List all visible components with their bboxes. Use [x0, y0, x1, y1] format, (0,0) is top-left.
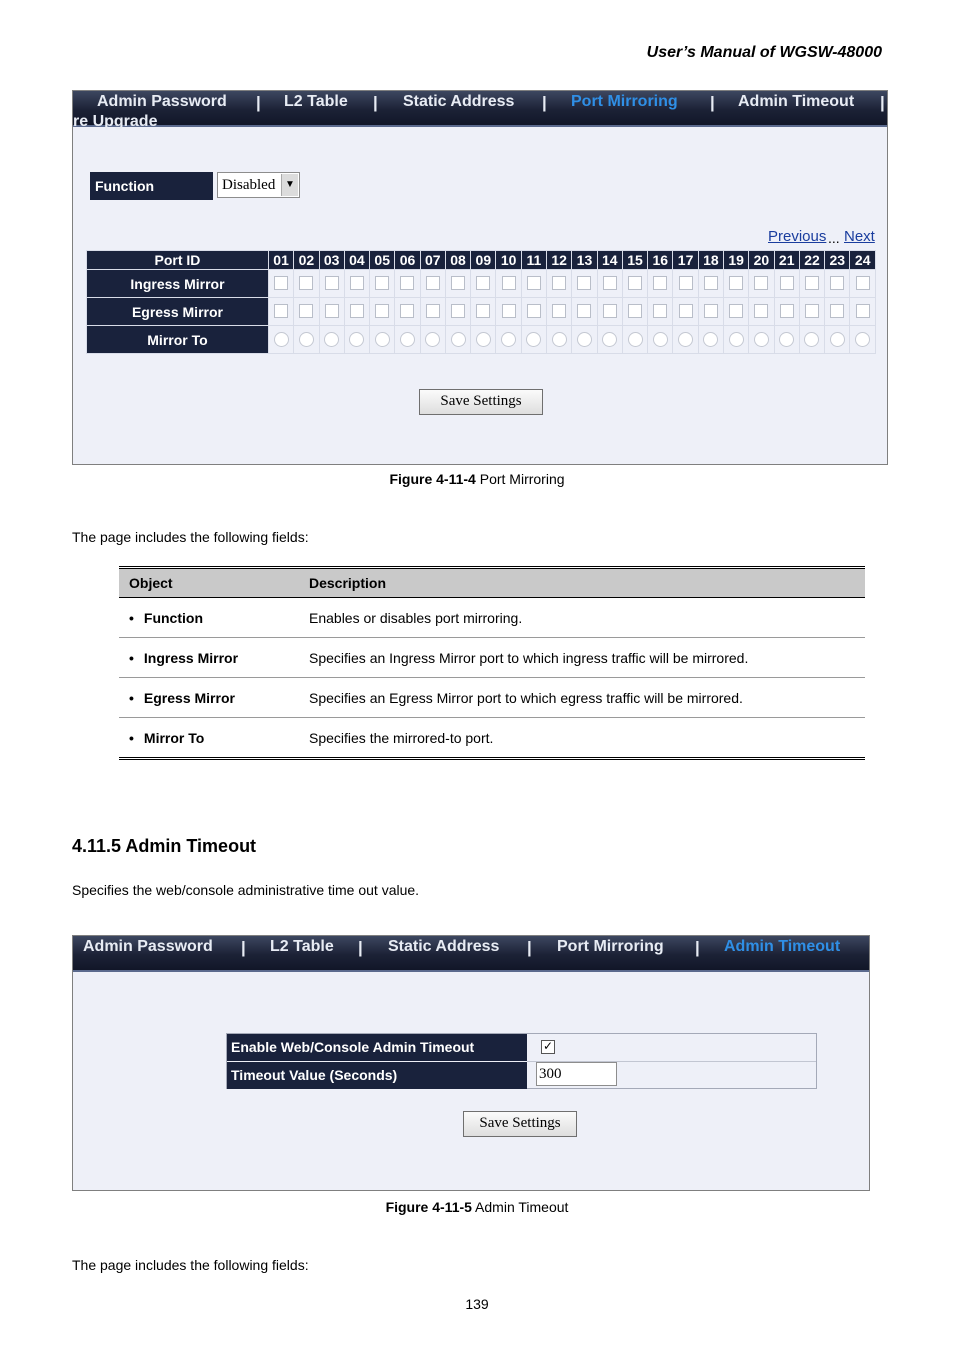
ingress-mirror-checkbox[interactable]: [451, 276, 465, 290]
admin-timeout-panel: [72, 935, 870, 1191]
nav-tab-overflow[interactable]: re Upgrade: [73, 113, 158, 130]
ingress-mirror-checkbox[interactable]: [780, 276, 794, 290]
mirror-to-label: Mirror To: [87, 326, 269, 354]
port-cell: [799, 270, 824, 298]
port-header: 18: [698, 251, 723, 270]
description-cell: Specifies the mirrored-to port.: [299, 718, 865, 759]
port-header: 05: [370, 251, 395, 270]
egress-mirror-checkbox[interactable]: [325, 304, 339, 318]
egress-mirror-checkbox[interactable]: [679, 304, 693, 318]
port-cell: [471, 270, 496, 298]
port-cell: [294, 298, 319, 326]
mirror-to-radio[interactable]: [526, 332, 541, 347]
ingress-mirror-checkbox[interactable]: [476, 276, 490, 290]
nav-separator: |: [710, 93, 715, 112]
mirror-to-radio[interactable]: [830, 332, 845, 347]
port-cell: [268, 270, 293, 298]
port-cell: [673, 270, 698, 298]
port-cell: [622, 298, 647, 326]
port-cell: [572, 270, 597, 298]
port-cell: [724, 270, 749, 298]
port-cell: [420, 298, 445, 326]
port-cell: [268, 326, 293, 354]
port-header: 07: [420, 251, 445, 270]
ingress-mirror-checkbox[interactable]: [426, 276, 440, 290]
timeout-value-label: Timeout Value (Seconds): [227, 1062, 527, 1089]
mirror-to-radio[interactable]: [754, 332, 769, 347]
port-header: 10: [496, 251, 521, 270]
port-cell: [749, 270, 774, 298]
port-header: 14: [597, 251, 622, 270]
port-cell: [622, 270, 647, 298]
ingress-mirror-checkbox[interactable]: [628, 276, 642, 290]
next-link[interactable]: Next: [844, 228, 875, 245]
nav-separator: |: [358, 938, 363, 957]
nav-tab-port-mirroring[interactable]: Port Mirroring: [557, 938, 664, 955]
port-cell: [648, 270, 673, 298]
port-header: 06: [395, 251, 420, 270]
port-cell: [547, 326, 572, 354]
port-cell: [850, 326, 876, 354]
port-cell: [673, 298, 698, 326]
port-header: 17: [673, 251, 698, 270]
object-cell: • Egress Mirror: [119, 678, 299, 718]
object-cell: • Ingress Mirror: [119, 638, 299, 678]
port-cell: [648, 298, 673, 326]
function-select[interactable]: [217, 172, 300, 198]
ingress-mirror-checkbox[interactable]: [754, 276, 768, 290]
enable-timeout-checkbox[interactable]: ✓: [542, 1039, 554, 1053]
ingress-mirror-checkbox[interactable]: [729, 276, 743, 290]
ingress-mirror-checkbox[interactable]: [830, 276, 844, 290]
nav-separator: |: [695, 938, 700, 957]
ingress-mirror-checkbox[interactable]: [805, 276, 819, 290]
egress-mirror-checkbox[interactable]: [274, 304, 288, 318]
port-cell: [445, 326, 470, 354]
port-header: 20: [749, 251, 774, 270]
fields-intro: The page includes the following fields:: [72, 1257, 309, 1273]
port-cell: [572, 298, 597, 326]
caption-number: Figure 4-11-4: [389, 471, 476, 487]
egress-mirror-checkbox[interactable]: [729, 304, 743, 318]
port-cell: [825, 270, 850, 298]
ingress-mirror-checkbox[interactable]: [350, 276, 364, 290]
egress-mirror-checkbox[interactable]: [350, 304, 364, 318]
ingress-mirror-checkbox[interactable]: [603, 276, 617, 290]
fields-description-table: [119, 566, 865, 760]
port-cell: [471, 326, 496, 354]
egress-mirror-checkbox[interactable]: [628, 304, 642, 318]
port-cell: [395, 298, 420, 326]
save-settings-button[interactable]: Save Settings: [463, 1111, 577, 1137]
port-cell: [698, 326, 723, 354]
enable-timeout-row: [227, 1034, 816, 1061]
mirror-to-radio[interactable]: [451, 332, 466, 347]
egress-mirror-checkbox[interactable]: [502, 304, 516, 318]
admin-timeout-form: [226, 1033, 817, 1089]
port-header: 03: [319, 251, 344, 270]
port-cell: [597, 298, 622, 326]
port-header: 24: [850, 251, 876, 270]
port-cell: [799, 326, 824, 354]
port-cell: [420, 270, 445, 298]
fields-intro: The page includes the following fields:: [72, 529, 309, 545]
port-cell: [749, 298, 774, 326]
egress-mirror-checkbox[interactable]: [830, 304, 844, 318]
port-cell: [395, 270, 420, 298]
port-id-header: Port ID: [87, 251, 269, 270]
port-header: 13: [572, 251, 597, 270]
port-header: 01: [268, 251, 293, 270]
port-cell: [268, 298, 293, 326]
port-cell: [597, 270, 622, 298]
mirror-to-radio[interactable]: [804, 332, 819, 347]
ingress-mirror-checkbox[interactable]: [299, 276, 313, 290]
chevron-down-icon: ▼: [281, 174, 298, 196]
egress-mirror-checkbox[interactable]: [780, 304, 794, 318]
egress-mirror-checkbox[interactable]: [400, 304, 414, 318]
port-cell: [850, 270, 876, 298]
description-cell: Specifies an Ingress Mirror port to which ingress traffic will be mirrored.: [299, 638, 865, 678]
port-cell: [521, 298, 546, 326]
nav-tab-admin-timeout[interactable]: Admin Timeout: [738, 93, 855, 110]
port-cell: [496, 326, 521, 354]
ingress-mirror-checkbox[interactable]: [653, 276, 667, 290]
mirror-to-radio[interactable]: [400, 332, 415, 347]
nav-separator: |: [527, 938, 532, 957]
ingress-mirror-checkbox[interactable]: [375, 276, 389, 290]
mirror-to-radio[interactable]: [501, 332, 516, 347]
port-cell: [799, 298, 824, 326]
mirror-to-radio[interactable]: [299, 332, 314, 347]
timeout-value-row: [227, 1061, 816, 1088]
table-row: [119, 598, 865, 638]
egress-mirror-label: Egress Mirror: [87, 298, 269, 326]
port-cell: [622, 326, 647, 354]
port-cell: [445, 298, 470, 326]
description-cell: Specifies an Egress Mirror port to which egress traffic will be mirrored.: [299, 678, 865, 718]
port-cell: [521, 326, 546, 354]
nav-tab-l2-table[interactable]: L2 Table: [270, 938, 334, 955]
port-cell: [774, 298, 799, 326]
section-heading: 4.11.5 Admin Timeout: [72, 836, 257, 856]
mirror-to-radio[interactable]: [274, 332, 289, 347]
port-cell: [597, 326, 622, 354]
port-cell: [395, 326, 420, 354]
egress-mirror-checkbox[interactable]: [577, 304, 591, 318]
ingress-mirror-checkbox[interactable]: [552, 276, 566, 290]
timeout-value-input[interactable]: 300: [536, 1062, 617, 1086]
egress-mirror-checkbox[interactable]: [476, 304, 490, 318]
port-header: 19: [724, 251, 749, 270]
port-cell: [319, 270, 344, 298]
enable-timeout-label: Enable Web/Console Admin Timeout: [227, 1034, 527, 1061]
nav-separator: |: [880, 93, 885, 112]
port-mirroring-grid: [86, 250, 876, 354]
nav-tab-admin-password[interactable]: Admin Password: [83, 938, 213, 955]
port-cell: [724, 326, 749, 354]
mirror-to-radio[interactable]: [602, 332, 617, 347]
ingress-mirror-checkbox[interactable]: [577, 276, 591, 290]
port-cell: [825, 326, 850, 354]
ingress-mirror-checkbox[interactable]: [325, 276, 339, 290]
egress-mirror-checkbox[interactable]: [805, 304, 819, 318]
manual-header-title: User’s Manual of WGSW-48000: [646, 44, 882, 61]
figure-4-11-4-caption: [0, 471, 954, 487]
egress-mirror-checkbox[interactable]: [704, 304, 718, 318]
port-cell: [698, 298, 723, 326]
nav-tab-l2-table[interactable]: L2 Table: [284, 93, 348, 110]
port-cell: [294, 270, 319, 298]
port-cell: [547, 270, 572, 298]
port-cell: [370, 326, 395, 354]
mirror-to-radio[interactable]: [476, 332, 491, 347]
pager-ellipsis: ...: [828, 230, 840, 246]
mirror-to-radio[interactable]: [425, 332, 440, 347]
mirror-to-radio[interactable]: [729, 332, 744, 347]
port-header: 15: [622, 251, 647, 270]
caption-text: Port Mirroring: [475, 471, 565, 487]
nav-separator: |: [241, 938, 246, 957]
save-settings-button[interactable]: Save Settings: [419, 389, 543, 415]
nav-bar: [73, 91, 887, 130]
ingress-mirror-checkbox[interactable]: [704, 276, 718, 290]
port-cell: [749, 326, 774, 354]
figure-4-11-5-caption: [0, 1199, 954, 1215]
port-cell: [774, 326, 799, 354]
port-header: 23: [825, 251, 850, 270]
table-row: [119, 718, 865, 759]
port-cell: [319, 298, 344, 326]
port-cell: [547, 298, 572, 326]
caption-text: Admin Timeout: [471, 1199, 569, 1215]
port-header: 09: [471, 251, 496, 270]
table-row: [119, 638, 865, 678]
port-header: 08: [445, 251, 470, 270]
description-cell: Enables or disables port mirroring.: [299, 598, 865, 638]
ingress-mirror-checkbox[interactable]: [679, 276, 693, 290]
nav-separator: |: [542, 93, 547, 112]
egress-mirror-checkbox[interactable]: [754, 304, 768, 318]
port-cell: [344, 326, 369, 354]
egress-mirror-checkbox[interactable]: [451, 304, 465, 318]
nav-tab-port-mirroring[interactable]: Port Mirroring: [571, 93, 678, 110]
previous-link[interactable]: Previous: [768, 228, 827, 245]
port-cell: [370, 270, 395, 298]
ingress-mirror-label: Ingress Mirror: [87, 270, 269, 298]
egress-mirror-checkbox[interactable]: [299, 304, 313, 318]
port-cell: [319, 326, 344, 354]
caption-number: Figure 4-11-5: [385, 1199, 472, 1215]
port-cell: [850, 298, 876, 326]
mirror-to-radio[interactable]: [349, 332, 364, 347]
mirror-to-radio[interactable]: [653, 332, 668, 347]
section-description: Specifies the web/console administrative time out value.: [72, 882, 420, 898]
port-cell: [370, 298, 395, 326]
port-header: 02: [294, 251, 319, 270]
egress-mirror-checkbox[interactable]: [375, 304, 389, 318]
nav-tab-admin-password[interactable]: Admin Password: [97, 93, 227, 110]
object-cell: • Function: [119, 598, 299, 638]
nav-tab-static-address[interactable]: Static Address: [388, 938, 500, 955]
port-cell: [673, 326, 698, 354]
mirror-to-radio[interactable]: [703, 332, 718, 347]
port-cell: [471, 298, 496, 326]
mirror-to-radio[interactable]: [577, 332, 592, 347]
port-header: 04: [344, 251, 369, 270]
ingress-mirror-checkbox[interactable]: [400, 276, 414, 290]
port-header: 22: [799, 251, 824, 270]
object-cell: • Mirror To: [119, 718, 299, 759]
mirror-to-radio[interactable]: [678, 332, 693, 347]
nav-bar: [73, 936, 869, 972]
mirror-to-radio[interactable]: [324, 332, 339, 347]
port-header: 11: [521, 251, 546, 270]
port-cell: [294, 326, 319, 354]
mirror-to-radio[interactable]: [375, 332, 390, 347]
port-cell: [344, 298, 369, 326]
nav-separator: |: [256, 93, 261, 112]
port-header: 16: [648, 251, 673, 270]
mirror-to-radio[interactable]: [855, 332, 870, 347]
egress-mirror-checkbox[interactable]: [426, 304, 440, 318]
ingress-mirror-checkbox[interactable]: [502, 276, 516, 290]
function-select-value: Disabled: [222, 177, 276, 193]
mirror-to-radio[interactable]: [552, 332, 567, 347]
egress-mirror-checkbox[interactable]: [552, 304, 566, 318]
nav-separator: |: [373, 93, 378, 112]
port-cell: [572, 326, 597, 354]
egress-mirror-checkbox[interactable]: [653, 304, 667, 318]
page-number: 139: [465, 1296, 489, 1312]
port-header: 12: [547, 251, 572, 270]
mirror-to-radio[interactable]: [779, 332, 794, 347]
port-cell: [521, 270, 546, 298]
port-cell: [344, 270, 369, 298]
nav-tab-static-address[interactable]: Static Address: [403, 93, 515, 110]
port-mirroring-panel: [72, 90, 888, 465]
port-cell: [698, 270, 723, 298]
nav-tab-admin-timeout[interactable]: Admin Timeout: [724, 938, 841, 955]
port-cell: [496, 298, 521, 326]
port-cell: [825, 298, 850, 326]
ingress-mirror-checkbox[interactable]: [274, 276, 288, 290]
mirror-to-radio[interactable]: [628, 332, 643, 347]
function-label: Function: [90, 172, 213, 200]
egress-mirror-checkbox[interactable]: [527, 304, 541, 318]
object-column-header: Object: [119, 568, 299, 598]
port-cell: [648, 326, 673, 354]
egress-mirror-checkbox[interactable]: [856, 304, 870, 318]
port-header: 21: [774, 251, 799, 270]
port-cell: [724, 298, 749, 326]
description-column-header: Description: [299, 568, 865, 598]
port-cell: [445, 270, 470, 298]
port-cell: [774, 270, 799, 298]
port-cell: [420, 326, 445, 354]
egress-mirror-checkbox[interactable]: [603, 304, 617, 318]
ingress-mirror-checkbox[interactable]: [856, 276, 870, 290]
table-row: [119, 678, 865, 718]
ingress-mirror-checkbox[interactable]: [527, 276, 541, 290]
port-cell: [496, 270, 521, 298]
